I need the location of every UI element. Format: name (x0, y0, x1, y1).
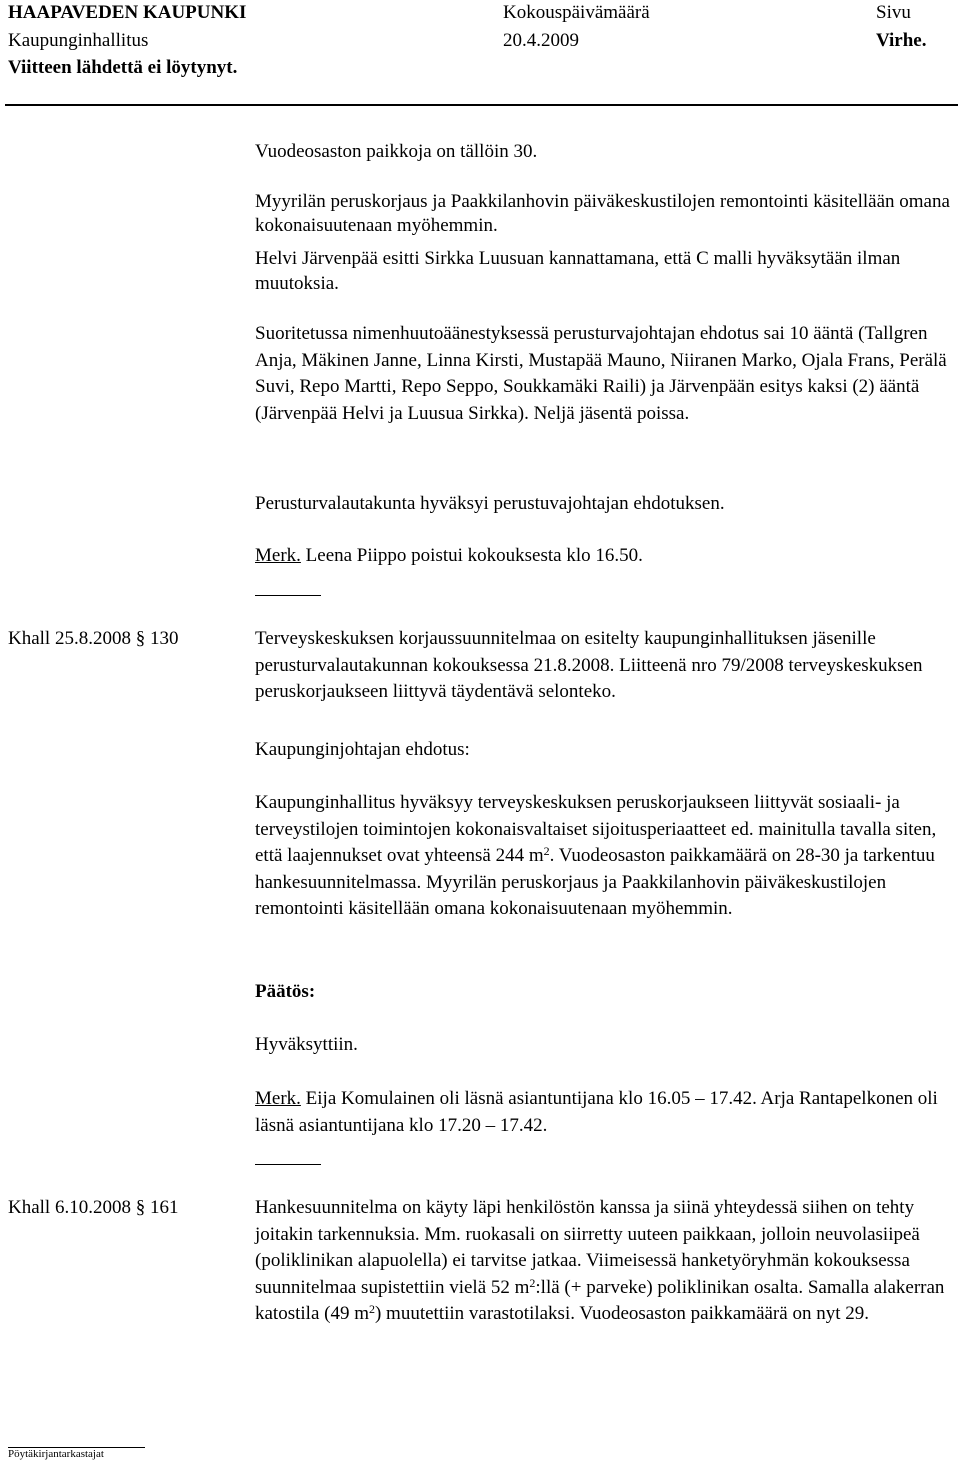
note-experts (255, 1086, 955, 1139)
header-divider (5, 104, 958, 106)
paragraph-project-plan (255, 1195, 955, 1328)
body-name: Kaupunginhallitus (8, 30, 149, 51)
section-reference: Khall 25.8.2008 § 130 (8, 628, 179, 649)
footer-label: Pöytäkirjantarkastajat (8, 1448, 104, 1460)
project-text-part: ) muutettiin varastotilaksi. Vuodeosaston paikkamäärä on nyt 29. (374, 1303, 869, 1324)
section-separator (255, 595, 321, 596)
section-separator (255, 1164, 321, 1165)
page-value: Virhe. (876, 30, 927, 51)
decision-text: Hyväksyttiin. (255, 1034, 358, 1055)
note-label: Merk. (255, 545, 301, 566)
organization-name: HAAPAVEDEN KAUPUNKI (8, 2, 247, 23)
paragraph-renovation: Myyrilän peruskorjaus ja Paakkilanhovin päiväkeskustilojen remontointi käsitellään omana kokonaisuutenaan myöhemmin. (255, 191, 950, 236)
proposal-heading: Kaupunginjohtajan ehdotus: (255, 739, 470, 760)
paragraph-counterproposal: Helvi Järvenpää esitti Sirkka Luusuan kannattamana, että C malli hyväksytään ilman muutoksia. (255, 248, 901, 294)
project-text-part: Hankesuunnitelma on käyty läpi henkilöstön kanssa ja siinä yhteydessä siihen on tehty joitakin tarkennuksia. Mm. ruokasali on siirretty uuteen paikkaan, jolloin neuvolasiipeä (poliklinikan alapuolella) ei tarvitse jatkaa. Viimeisessä hanketyöryhmän kokouksessa suunnitelmaa supistettiin vielä 52 m (255, 1197, 920, 1298)
meeting-date: 20.4.2009 (503, 30, 579, 51)
superscript: 2 (529, 1275, 536, 1290)
note-text: Leena Piippo poistui kokouksesta klo 16.50. (300, 545, 643, 566)
paragraph-ward-places: Vuodeosaston paikkoja on tällöin 30. (255, 141, 538, 162)
reference-error: Viitteen lähdettä ei löytynyt. (8, 57, 238, 78)
paragraph-board-approval: Perusturvalautakunta hyväksyi perustuvajohtajan ehdotuksen. (255, 493, 725, 514)
section-reference: Khall 6.10.2008 § 161 (8, 1197, 179, 1218)
note-text: Eija Komulainen oli läsnä asiantuntijana klo 16.05 – 17.42. Arja Rantapelkonen oli läsnä asiantuntijana klo 17.20 – 17.42. (255, 1088, 938, 1136)
page-label: Sivu (876, 2, 911, 23)
decision-heading: Päätös: (255, 981, 316, 1002)
project-text-part: :llä (+ parveke) poliklinikan osalta. Samalla alakerran katostila (49 m (255, 1276, 945, 1324)
superscript: 2 (368, 1302, 375, 1316)
note-label: Merk. (255, 1088, 301, 1109)
date-label: Kokouspäivämäärä (503, 2, 650, 23)
paragraph-renovation-plan: Terveyskeskuksen korjaussuunnitelmaa on esitelty kaupunginhallituksen jäsenille perusturvalautakunnan kokouksessa 21.8.2008. Liitteenä nro 79/2008 terveyskeskuksen peruskorjaukseen liittyvä täydentävä selonteko. (255, 628, 923, 702)
paragraph-proposal (255, 790, 955, 923)
note-departure (255, 543, 955, 570)
paragraph-vote-result: Suoritetussa nimenhuutoäänestyksessä perusturvajohtajan ehdotus sai 10 ääntä (Tallgren Anja, Mäkinen Janne, Linna Kirsti, Mustapää Mauno, Niiranen Marko, Ojala Frans, Perälä Suvi, Repo Martti, Repo Seppo, Soukkamäki Raili) ja Järvenpään esitys kaksi (2) ääntä (Järvenpää Helvi ja Luusua Sirkka). Neljä jäsentä poissa. (255, 323, 947, 424)
superscript: 2 (543, 844, 550, 858)
proposal-text-part: . Vuodeosaston paikkamäärä on 28-30 ja tarkentuu hankesuunnitelmassa. Myyrilän peruskorjaus ja Paakkilanhovin päiväkeskustilojen remontointi käsitellään omana kokonaisuutenaan myöhemmin. (255, 845, 935, 919)
proposal-text-part: Kaupunginhallitus hyväksyy terveyskeskuksen peruskorjaukseen liittyvät sosiaali- ja terveystilojen toimintojen kokonaisvaltaiset sijoitusperiaatteet ed. mainitulla tavalla siten, että laajennukset ovat yhteensä 244 m (255, 792, 937, 866)
